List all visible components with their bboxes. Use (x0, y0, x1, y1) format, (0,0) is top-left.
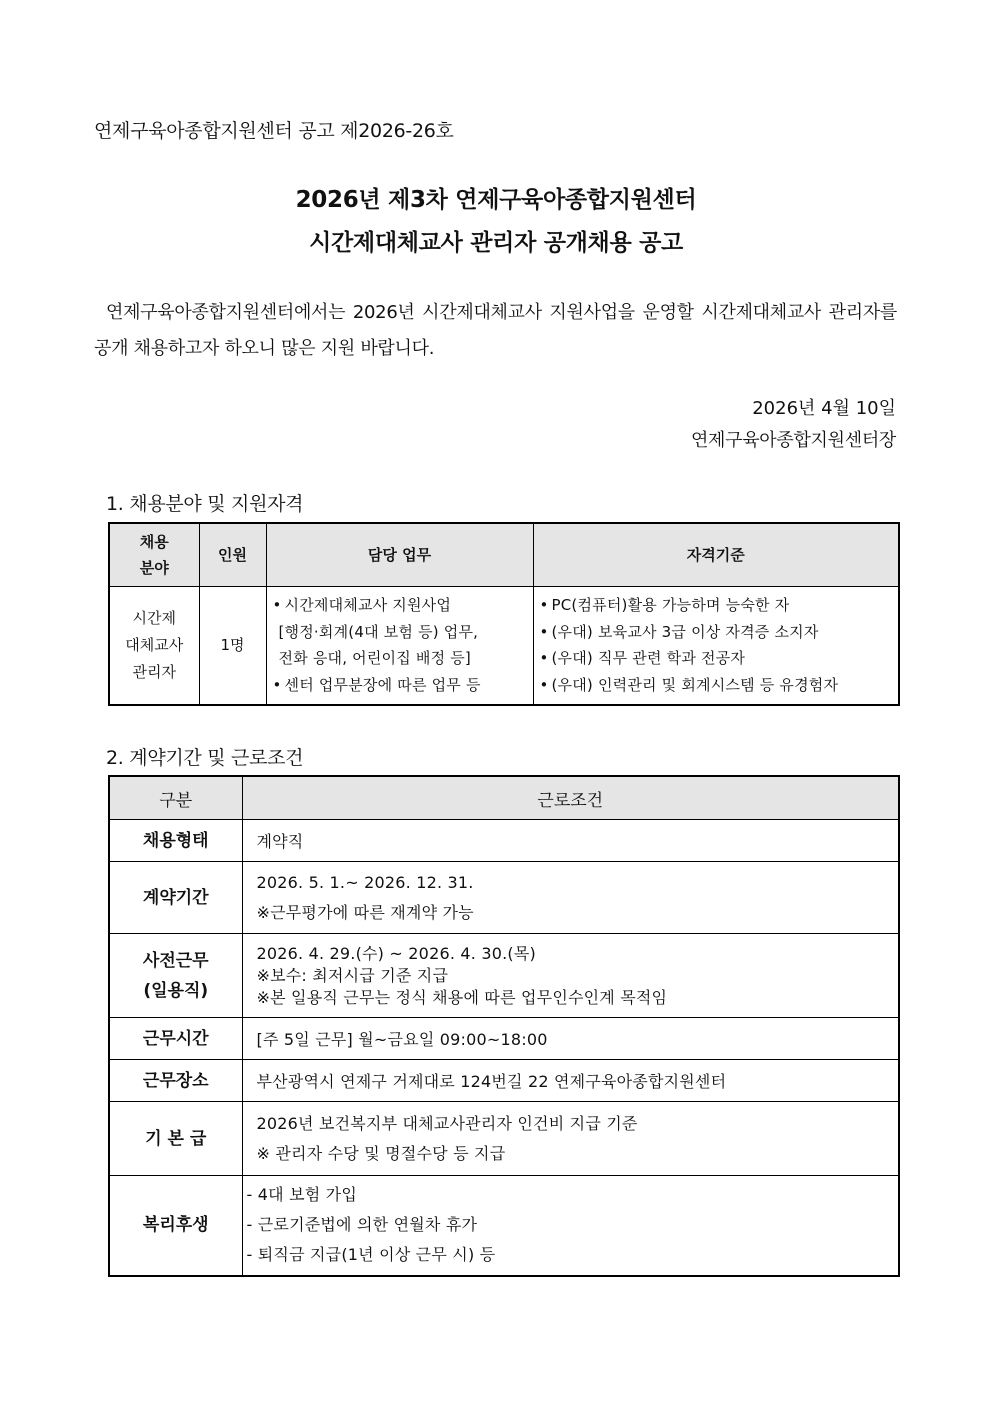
list-item: • (우대) 보육교사 3급 이상 자격증 소지자 (540, 619, 895, 646)
section-1-title: 1. 채용분야 및 지원자격 (106, 493, 304, 515)
field-cell: 시간제 대체교사 관리자 (109, 587, 199, 705)
row-label: 계약기간 (109, 862, 242, 934)
intro-paragraph (94, 295, 897, 367)
header-conditions: 근로조건 (242, 776, 899, 820)
table-row (109, 862, 899, 934)
row-label: 기 본 급 (109, 1102, 242, 1176)
bullet-icon: • (539, 649, 549, 668)
row-content: - 4대 보험 가입 - 근로기준법에 의한 연월차 휴가 - 퇴직금 지급(1년 이상 근무 시) 등 (242, 1176, 899, 1276)
row-label: 근무시간 (109, 1018, 242, 1060)
row-content: 계약직 (242, 820, 899, 862)
row-content: 부산광역시 연제구 거제대로 124번길 22 연제구육아종합지원센터 (242, 1060, 899, 1102)
recruitment-table (108, 522, 900, 706)
row-content: 2026. 5. 1.~ 2026. 12. 31. ※근무평가에 따른 재계약 가능 (242, 862, 899, 934)
table-row (109, 1018, 899, 1060)
header-category: 구분 (109, 776, 242, 820)
list-item: • 시간제대체교사 지원사업 (272, 596, 452, 615)
list-item: [행정·회계(4대 보험 등) 업무, (278, 622, 479, 641)
list-item: 전화 응대, 어린이집 배정 등] (278, 649, 471, 668)
title-line-1: 2026년 제3차 연제구육아종합지원센터 (295, 187, 697, 213)
table-row (109, 1060, 899, 1102)
header-duties: 담당 업무 (266, 523, 533, 587)
row-content: 2026년 보건복지부 대체교사관리자 인건비 지급 기준 ※ 관리자 수당 및 명절수당 등 지급 (242, 1102, 899, 1176)
header-qualifications: 자격기준 (533, 523, 899, 587)
row-content: [주 5일 근무] 월~금요일 09:00~18:00 (242, 1018, 899, 1060)
conditions-table-header (109, 776, 899, 820)
duties-cell (266, 587, 533, 705)
title-line-2: 시간제대체교사 관리자 공개채용 공고 (309, 230, 683, 256)
row-label: 채용형태 (109, 820, 242, 862)
recruitment-table-header (109, 523, 899, 587)
bullet-icon: • (539, 596, 549, 615)
intro-text: 연제구육아종합지원센터에서는 2026년 시간제대체교사 지원사업을 운영할 시간제대체교사 관리자를 공개 채용하고자 하오니 많은 지원 바랍니다. (94, 302, 897, 359)
conditions-table (108, 775, 900, 1277)
table-row (109, 1102, 899, 1176)
headcount-cell: 1명 (199, 587, 266, 705)
row-label: 근무장소 (109, 1060, 242, 1102)
table-row (109, 934, 899, 1018)
notice-number: 연제구육아종합지원센터 공고 제2026-26호 (94, 120, 454, 142)
list-item: • PC(컴퓨터)활용 가능하며 능숙한 자 (540, 592, 895, 619)
table-row (109, 587, 899, 705)
list-item: • (우대) 인력관리 및 회계시스템 등 유경험자 (540, 672, 895, 699)
qualifications-cell (533, 587, 899, 705)
bullet-icon: • (539, 622, 549, 641)
notice-date: 2026년 4월 10일 (752, 398, 896, 419)
row-label: 복리후생 (109, 1176, 242, 1276)
row-content: 2026. 4. 29.(수) ~ 2026. 4. 30.(목) ※보수: 최저시급 기준 지급 ※본 일용직 근무는 정식 채용에 따른 업무인수인계 목적임 (242, 934, 899, 1018)
bullet-icon: • (539, 675, 549, 694)
issuer-signature: 연제구육아종합지원센터장 (690, 430, 896, 451)
list-item: • 센터 업무분장에 따른 업무 등 (272, 675, 481, 694)
list-item: • (우대) 직무 관련 학과 전공자 (540, 645, 895, 672)
header-field: 채용 분야 (109, 523, 199, 587)
row-label: 사전근무 (일용직) (109, 934, 242, 1018)
table-row (109, 1176, 899, 1276)
table-row (109, 820, 899, 862)
header-headcount: 인원 (199, 523, 266, 587)
section-2-title: 2. 계약기간 및 근로조건 (106, 747, 304, 769)
